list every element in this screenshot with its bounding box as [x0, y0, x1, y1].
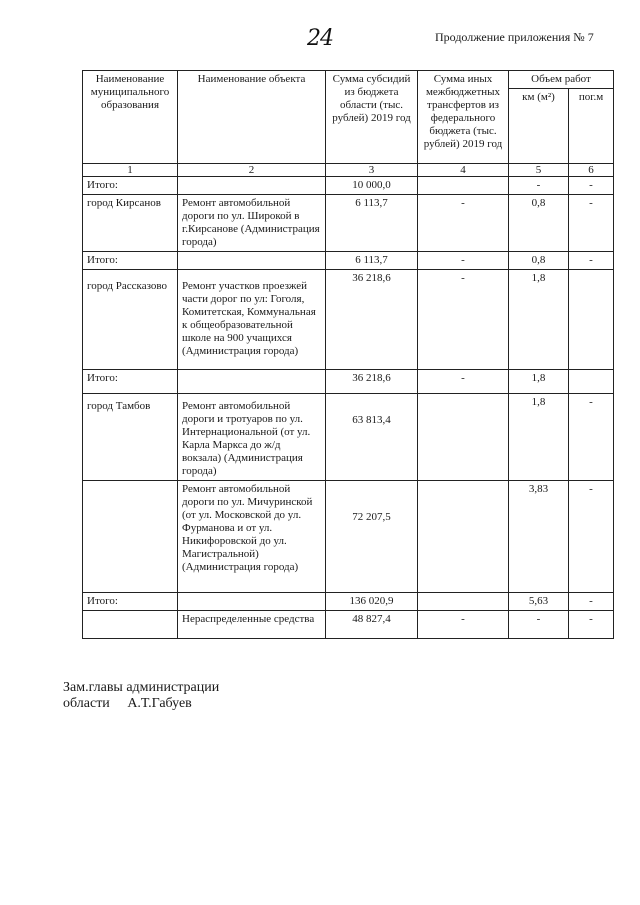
object-cell: Ремонт автомобильной дороги по ул. Широкой в г.Кирсанове (Администрация города)	[178, 195, 326, 252]
table-row-total	[83, 593, 614, 611]
signature-name: А.Т.Габуев	[127, 696, 192, 711]
transfer-cell	[418, 177, 509, 195]
municipality-cell	[83, 481, 178, 593]
subsidy-cell: 6 113,7	[326, 252, 418, 270]
subsidy-cell: 72 207,5	[326, 481, 418, 593]
transfer-cell: -	[418, 370, 509, 394]
signature-block	[63, 680, 219, 712]
object-cell	[178, 252, 326, 270]
total-label: Итого:	[83, 177, 178, 195]
table-row	[83, 195, 614, 252]
transfer-cell: -	[418, 195, 509, 252]
running-meters-cell: -	[569, 481, 614, 593]
header-volume: Объем работ	[509, 71, 614, 89]
header-km: км (м²)	[509, 89, 569, 164]
km-cell: 1,8	[509, 270, 569, 370]
total-label: Итого:	[83, 593, 178, 611]
km-cell: 1,8	[509, 370, 569, 394]
km-cell: -	[509, 611, 569, 639]
table-row	[83, 611, 614, 639]
subsidy-cell: 6 113,7	[326, 195, 418, 252]
municipality-cell	[83, 611, 178, 639]
signature-region: области	[63, 696, 110, 711]
total-label: Итого:	[83, 252, 178, 270]
km-cell: -	[509, 177, 569, 195]
table-row-total	[83, 252, 614, 270]
object-cell	[178, 177, 326, 195]
running-meters-cell: -	[569, 611, 614, 639]
header-running-meters: пог.м	[569, 89, 614, 164]
header-object: Наименование объекта	[178, 71, 326, 164]
signature-title: Зам.главы администрации	[63, 680, 220, 695]
transfer-cell	[418, 593, 509, 611]
object-cell: Нераспределенные средства	[178, 611, 326, 639]
continuation-heading: Продолжение приложения № 7	[435, 30, 594, 44]
object-cell: Ремонт автомобильной дороги по ул. Мичуринской (от ул. Московской до ул. Фурманова и от ул. Никифоровской до ул. Магистральной) (Администрация города)	[178, 481, 326, 593]
transfer-cell: -	[418, 252, 509, 270]
municipality-cell: город Кирсанов	[83, 195, 178, 252]
subsidy-cell: 48 827,4	[326, 611, 418, 639]
header-subsidy: Сумма субсидий из бюджета области (тыс. рублей) 2019 год	[326, 71, 418, 164]
municipality-cell: город Тамбов	[83, 394, 178, 481]
municipality-cell: город Рассказово	[83, 270, 178, 370]
running-meters-cell	[569, 370, 614, 394]
object-cell: Ремонт участков проезжей части дорог по ул: Гоголя, Комитетская, Коммунальная к общеобразовательной школе на 900 учащихся (Администрация города)	[178, 270, 326, 370]
header-federal-transfers: Сумма иных межбюджетных трансфертов из федерального бюджета (тыс. рублей) 2019 год	[418, 71, 509, 164]
column-number: 2	[178, 164, 326, 177]
header-municipality: Наименование муниципального образования	[83, 71, 178, 164]
appendix-table	[82, 70, 614, 639]
object-cell: Ремонт автомобильной дороги и тротуаров по ул. Интернациональной (от ул. Карла Маркса до ж/д вокзала) (Администрация города)	[178, 394, 326, 481]
running-meters-cell: -	[569, 252, 614, 270]
transfer-cell: -	[418, 270, 509, 370]
object-cell	[178, 593, 326, 611]
subsidy-cell: 36 218,6	[326, 370, 418, 394]
column-number: 5	[509, 164, 569, 177]
transfer-cell	[418, 394, 509, 481]
total-label: Итого:	[83, 370, 178, 394]
column-number: 1	[83, 164, 178, 177]
subsidy-cell: 63 813,4	[326, 394, 418, 481]
table-row	[83, 481, 614, 593]
km-cell: 0,8	[509, 195, 569, 252]
object-cell	[178, 370, 326, 394]
column-number: 4	[418, 164, 509, 177]
table-row-total	[83, 370, 614, 394]
table-row-total	[83, 177, 614, 195]
running-meters-cell: -	[569, 394, 614, 481]
km-cell: 5,63	[509, 593, 569, 611]
transfer-cell: -	[418, 611, 509, 639]
km-cell: 0,8	[509, 252, 569, 270]
table-row	[83, 270, 614, 370]
column-number: 3	[326, 164, 418, 177]
km-cell: 1,8	[509, 394, 569, 481]
running-meters-cell: -	[569, 195, 614, 252]
table-row	[83, 394, 614, 481]
running-meters-cell	[569, 270, 614, 370]
subsidy-cell: 136 020,9	[326, 593, 418, 611]
signature-line	[63, 696, 219, 712]
handwritten-page-number: 24	[307, 26, 333, 51]
running-meters-cell: -	[569, 593, 614, 611]
transfer-cell	[418, 481, 509, 593]
km-cell: 3,83	[509, 481, 569, 593]
column-number-row	[83, 164, 614, 177]
column-number: 6	[569, 164, 614, 177]
subsidy-cell: 10 000,0	[326, 177, 418, 195]
subsidy-cell: 36 218,6	[326, 270, 418, 370]
running-meters-cell: -	[569, 177, 614, 195]
